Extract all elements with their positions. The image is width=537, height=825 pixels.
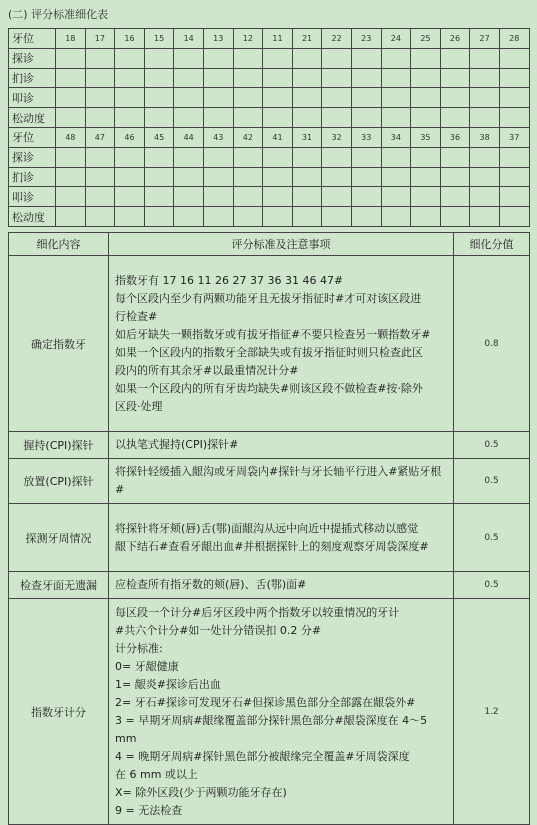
tooth-number: 43 (203, 127, 233, 147)
tooth-number: 27 (470, 29, 500, 49)
criteria-cell (109, 432, 454, 459)
criteria-line: 如果一个区段内的所有牙齿均缺失#则该区段不做检查#按·除外 (115, 381, 423, 395)
exam-cell (174, 68, 204, 88)
exam-cell (263, 187, 293, 207)
criteria-line: 2= 牙石#探诊可发现牙石#但探诊黑色部分全部露在龈袋外# (115, 695, 416, 709)
item-name: 探测牙周情况 (9, 504, 109, 572)
exam-cell (322, 88, 352, 108)
score-value: 0.5 (454, 459, 530, 504)
exam-cell (470, 108, 500, 128)
exam-cell (85, 207, 115, 227)
exam-cell (292, 147, 322, 167)
exam-cell (203, 108, 233, 128)
table-row (9, 256, 530, 432)
exam-cell (440, 48, 470, 68)
tooth-number: 13 (203, 29, 233, 49)
tooth-number: 37 (499, 127, 529, 147)
exam-cell (351, 88, 381, 108)
criteria-line: 3 = 早期牙周病#龈缘覆盖部分探针黑色部分#龈袋深度在 4～5 mm (115, 713, 428, 745)
exam-cell (56, 108, 86, 128)
criteria-line: 如后牙缺失一颗指数牙或有拔牙指征#不要只检查另一颗指数牙# (115, 327, 431, 341)
exam-cell (499, 207, 529, 227)
criteria-line: 9 = 无法检查 (115, 803, 183, 817)
exam-cell (351, 187, 381, 207)
exam-cell (440, 147, 470, 167)
exam-cell (411, 88, 441, 108)
tooth-number: 47 (85, 127, 115, 147)
exam-cell (233, 88, 263, 108)
item-name: 握持(CPI)探针 (9, 432, 109, 459)
exam-cell (499, 147, 529, 167)
exam-cell (203, 68, 233, 88)
tooth-number: 48 (56, 127, 86, 147)
item-name: 检查牙面无遗漏 (9, 572, 109, 599)
score-value: 0.5 (454, 432, 530, 459)
exam-cell (233, 68, 263, 88)
exam-cell (263, 88, 293, 108)
exam-cell (144, 108, 174, 128)
exam-cell (381, 167, 411, 187)
exam-cell (56, 88, 86, 108)
exam-cell (292, 108, 322, 128)
exam-cell (351, 48, 381, 68)
exam-cell (470, 147, 500, 167)
criteria-cell (109, 599, 454, 825)
exam-cell (499, 187, 529, 207)
exam-cell (499, 108, 529, 128)
header-criteria: 评分标准及注意事项 (109, 233, 454, 256)
table-row (9, 572, 530, 599)
exam-cell (144, 187, 174, 207)
exam-cell (381, 88, 411, 108)
exam-cell (470, 88, 500, 108)
row-label: 叩诊 (9, 187, 56, 207)
teeth-row (9, 167, 530, 187)
exam-cell (411, 207, 441, 227)
item-name: 放置(CPI)探针 (9, 459, 109, 504)
exam-cell (85, 187, 115, 207)
exam-cell (322, 68, 352, 88)
exam-cell (322, 187, 352, 207)
table-row (9, 459, 530, 504)
tooth-number: 23 (351, 29, 381, 49)
exam-cell (263, 68, 293, 88)
criteria-cell (109, 256, 454, 432)
exam-cell (292, 207, 322, 227)
exam-cell (381, 207, 411, 227)
exam-cell (351, 147, 381, 167)
exam-cell (233, 48, 263, 68)
exam-cell (499, 68, 529, 88)
criteria-line: 在 6 mm 或以上 (115, 767, 198, 781)
exam-cell (144, 147, 174, 167)
criteria-line: 计分标准: (115, 641, 163, 655)
exam-cell (470, 68, 500, 88)
exam-cell (115, 88, 145, 108)
criteria-line: 将探针轻缓插入龈沟或牙周袋内#探针与牙长轴平行进入#紧贴牙根# (115, 465, 442, 496)
table-row (9, 599, 530, 825)
exam-cell (174, 147, 204, 167)
exam-cell (381, 48, 411, 68)
tooth-number: 12 (233, 29, 263, 49)
exam-cell (233, 108, 263, 128)
tooth-number: 16 (115, 29, 145, 49)
exam-cell (470, 167, 500, 187)
exam-cell (322, 108, 352, 128)
exam-cell (233, 167, 263, 187)
criteria-line: 每区段一个计分#后牙区段中两个指数牙以较重情况的牙计 (115, 605, 400, 619)
exam-cell (411, 187, 441, 207)
tooth-number: 17 (85, 29, 115, 49)
teeth-row (9, 147, 530, 167)
row-label: 探诊 (9, 48, 56, 68)
criteria-cell (109, 504, 454, 572)
tooth-number: 26 (440, 29, 470, 49)
tooth-number: 15 (144, 29, 174, 49)
exam-cell (263, 48, 293, 68)
exam-cell (233, 187, 263, 207)
criteria-line: 区段·处理 (115, 399, 163, 413)
tooth-number: 34 (381, 127, 411, 147)
exam-cell (411, 68, 441, 88)
tooth-number: 32 (322, 127, 352, 147)
exam-cell (174, 187, 204, 207)
exam-cell (499, 167, 529, 187)
exam-cell (292, 187, 322, 207)
exam-cell (322, 147, 352, 167)
row-label: 松动度 (9, 108, 56, 128)
tooth-number: 11 (263, 29, 293, 49)
exam-cell (440, 108, 470, 128)
tooth-number: 21 (292, 29, 322, 49)
criteria-line: 将探针将牙颊(唇)舌(鄂)面龈沟从远中向近中提插式移动以感觉 (115, 521, 419, 535)
exam-cell (470, 48, 500, 68)
tooth-number: 38 (470, 127, 500, 147)
exam-cell (56, 48, 86, 68)
exam-cell (115, 68, 145, 88)
exam-cell (351, 68, 381, 88)
tooth-number: 36 (440, 127, 470, 147)
exam-cell (470, 187, 500, 207)
criteria-line: 龈下结石#查看牙龈出血#并根据探针上的刻度观察牙周袋深度# (115, 539, 429, 553)
exam-cell (292, 88, 322, 108)
teeth-row (9, 127, 530, 147)
tooth-number: 31 (292, 127, 322, 147)
tooth-number: 14 (174, 29, 204, 49)
criteria-line: 每个区段内至少有两颗功能牙且无拔牙指征时#才可对该区段进 (115, 291, 422, 305)
tooth-number: 33 (351, 127, 381, 147)
exam-cell (174, 88, 204, 108)
exam-cell (499, 48, 529, 68)
exam-cell (322, 167, 352, 187)
exam-cell (174, 167, 204, 187)
exam-cell (115, 207, 145, 227)
exam-cell (263, 207, 293, 227)
teeth-grid (8, 28, 530, 227)
exam-cell (381, 68, 411, 88)
tooth-number: 25 (411, 29, 441, 49)
teeth-row (9, 207, 530, 227)
exam-cell (85, 88, 115, 108)
exam-cell (144, 48, 174, 68)
exam-cell (292, 48, 322, 68)
exam-cell (322, 48, 352, 68)
tooth-number: 18 (56, 29, 86, 49)
exam-cell (203, 167, 233, 187)
tooth-number: 22 (322, 29, 352, 49)
criteria-line: #共六个计分#如一处计分错误扣 0.2 分# (115, 623, 322, 637)
exam-cell (292, 68, 322, 88)
tooth-number: 41 (263, 127, 293, 147)
tooth-number: 35 (411, 127, 441, 147)
exam-cell (292, 167, 322, 187)
criteria-line: 0= 牙龈健康 (115, 659, 179, 673)
row-label: 扪诊 (9, 68, 56, 88)
score-value: 0.8 (454, 256, 530, 432)
exam-cell (203, 88, 233, 108)
criteria-line: 段内的所有其余牙#以最重情况计分# (115, 363, 299, 377)
exam-cell (233, 207, 263, 227)
exam-cell (56, 167, 86, 187)
exam-cell (56, 187, 86, 207)
table-row (9, 432, 530, 459)
exam-cell (56, 147, 86, 167)
item-name: 指数牙计分 (9, 599, 109, 825)
row-label: 牙位 (9, 29, 56, 49)
exam-cell (174, 108, 204, 128)
exam-cell (203, 187, 233, 207)
exam-cell (263, 167, 293, 187)
exam-cell (203, 207, 233, 227)
exam-cell (115, 167, 145, 187)
criteria-cell (109, 459, 454, 504)
scoring-table (8, 232, 530, 825)
score-value: 0.5 (454, 504, 530, 572)
exam-cell (440, 88, 470, 108)
teeth-row (9, 88, 530, 108)
exam-cell (440, 207, 470, 227)
exam-cell (381, 187, 411, 207)
exam-cell (85, 167, 115, 187)
header-item: 细化内容 (9, 233, 109, 256)
exam-cell (440, 187, 470, 207)
criteria-line: X= 除外区段(少于两颗功能牙存在) (115, 785, 287, 799)
row-label: 探诊 (9, 147, 56, 167)
exam-cell (174, 207, 204, 227)
exam-cell (144, 88, 174, 108)
exam-cell (351, 108, 381, 128)
tooth-number: 44 (174, 127, 204, 147)
exam-cell (144, 207, 174, 227)
tooth-number: 46 (115, 127, 145, 147)
exam-cell (351, 207, 381, 227)
teeth-row (9, 48, 530, 68)
exam-cell (381, 108, 411, 128)
exam-cell (411, 108, 441, 128)
row-label: 松动度 (9, 207, 56, 227)
tooth-number: 28 (499, 29, 529, 49)
exam-cell (174, 48, 204, 68)
exam-cell (203, 48, 233, 68)
criteria-line: 应检查所有指牙数的颊(唇)、舌(鄂)面# (115, 578, 307, 591)
exam-cell (85, 68, 115, 88)
exam-cell (233, 147, 263, 167)
row-label: 牙位 (9, 127, 56, 147)
exam-cell (85, 147, 115, 167)
tooth-number: 24 (381, 29, 411, 49)
criteria-line: 指数牙有 17 16 11 26 27 37 36 31 46 47# (115, 273, 344, 287)
exam-cell (411, 167, 441, 187)
teeth-row (9, 187, 530, 207)
exam-cell (115, 187, 145, 207)
exam-cell (440, 68, 470, 88)
exam-cell (322, 207, 352, 227)
teeth-row (9, 108, 530, 128)
section-title: (二) 评分标准细化表 (8, 8, 109, 21)
exam-cell (203, 147, 233, 167)
score-value: 0.5 (454, 572, 530, 599)
criteria-line: 如果一个区段内的指数牙全部缺失或有拔牙指征时则只检查此区 (115, 345, 423, 359)
tooth-number: 45 (144, 127, 174, 147)
exam-cell (411, 48, 441, 68)
exam-cell (85, 48, 115, 68)
criteria-line: 4 = 晚期牙周病#探针黑色部分被龈缘完全覆盖#牙周袋深度 (115, 749, 410, 763)
exam-cell (351, 167, 381, 187)
exam-cell (440, 167, 470, 187)
exam-cell (85, 108, 115, 128)
exam-cell (115, 147, 145, 167)
exam-cell (144, 68, 174, 88)
teeth-row (9, 68, 530, 88)
header-score: 细化分值 (454, 233, 530, 256)
tooth-number: 42 (233, 127, 263, 147)
criteria-line: 以执笔式握持(CPI)探针# (115, 438, 239, 451)
criteria-line: 1= 龈炎#探诊后出血 (115, 677, 221, 691)
teeth-row (9, 29, 530, 49)
exam-cell (381, 147, 411, 167)
score-value: 1.2 (454, 599, 530, 825)
item-name: 确定指数牙 (9, 256, 109, 432)
exam-cell (263, 108, 293, 128)
exam-cell (56, 207, 86, 227)
table-header-row (9, 233, 530, 256)
exam-cell (499, 88, 529, 108)
criteria-line: 行检查# (115, 309, 158, 323)
exam-cell (115, 108, 145, 128)
exam-cell (56, 68, 86, 88)
row-label: 叩诊 (9, 88, 56, 108)
exam-cell (144, 167, 174, 187)
exam-cell (263, 147, 293, 167)
exam-cell (115, 48, 145, 68)
table-row (9, 504, 530, 572)
exam-cell (411, 147, 441, 167)
row-label: 扪诊 (9, 167, 56, 187)
criteria-cell (109, 572, 454, 599)
exam-cell (470, 207, 500, 227)
